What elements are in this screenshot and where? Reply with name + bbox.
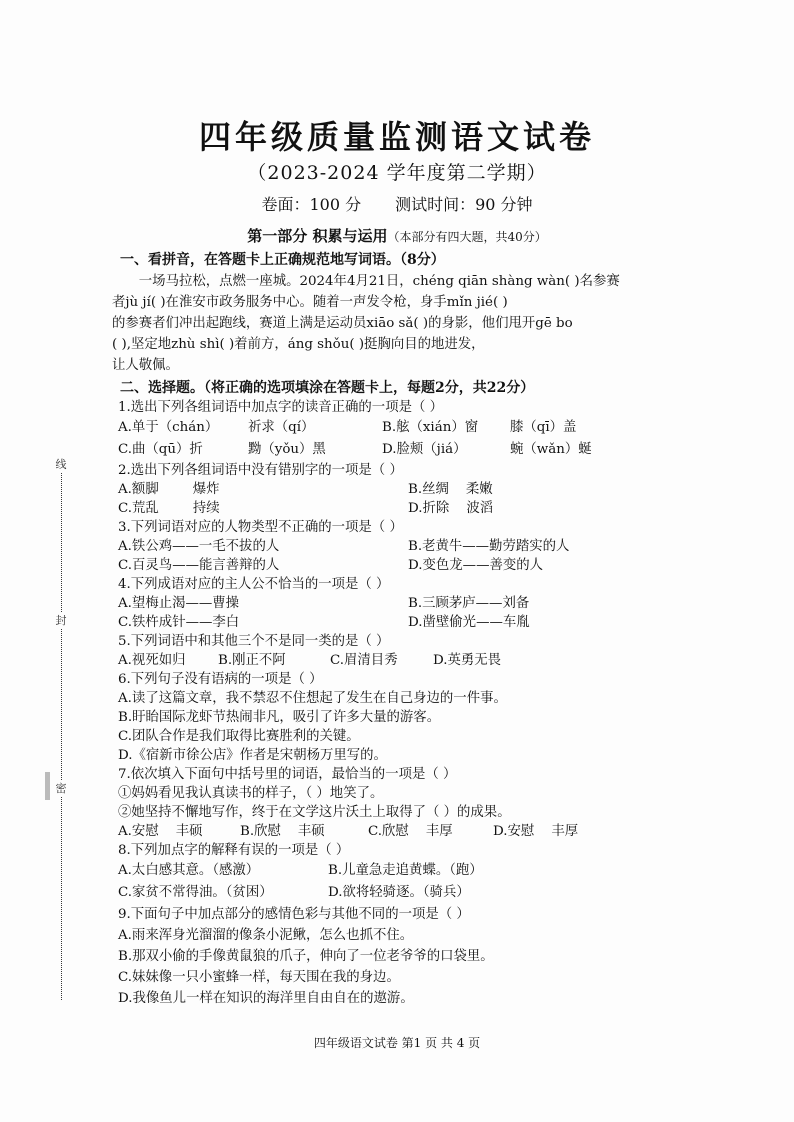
option-a: A.太白感其意。（感激）	[118, 863, 260, 878]
question-4	[112, 575, 698, 632]
question-2	[112, 461, 698, 518]
option-d: D.欲将轻骑逐。（骑兵）	[328, 885, 470, 900]
option-b: B.舷（xián）窗	[382, 420, 479, 435]
option-c: C.铁杵成针——李白	[118, 615, 240, 630]
option-row	[118, 860, 698, 882]
option-row	[118, 439, 698, 461]
passage-line: 让人敬佩。	[112, 358, 179, 373]
option-d: D.英勇无畏	[433, 653, 502, 668]
question-1	[112, 398, 698, 461]
option-c: C.团队合作是我们取得比赛胜利的关键。	[118, 729, 360, 744]
option-b: B.儿童急走追黄蝶。（跑）	[328, 863, 483, 878]
option-b: B.那双小偷的手像黄鼠狼的爪子，伸向了一位老爷爷的口袋里。	[118, 949, 494, 964]
option-row	[118, 882, 698, 904]
exam-title: 四年级质量监测语文试卷	[198, 118, 595, 156]
option-c: C.妹妹像一只小蜜蜂一样，每天围在我的身边。	[118, 970, 400, 985]
option-row	[118, 651, 698, 670]
option-row	[118, 594, 698, 613]
option-d: D.凿壁偷光——车胤	[408, 615, 530, 630]
question-stem: 8.下列加点字的解释有误的一项是（ ）	[118, 843, 350, 858]
option-b: B.三顾茅庐——刘备	[408, 596, 530, 611]
option-row	[118, 499, 698, 518]
option-a: A.读了这篇文章，我不禁忍不住想起了发生在自己身边的一件事。	[118, 691, 507, 706]
option-a: A.安慰 丰硕	[118, 824, 203, 839]
passage-line: 者jù jí( )在淮安市政务服务中心。随着一声发令枪，身手mǐn jié( )	[112, 295, 508, 310]
option-a: A.铁公鸡——一毛不拔的人	[118, 539, 280, 554]
option-row	[118, 480, 698, 499]
exam-score: 卷面：100 分	[261, 195, 362, 214]
option-c: C.荒乱 持续	[118, 501, 220, 516]
option-d: D.脸颊（jiá）	[382, 442, 467, 457]
section1-title: 一、看拼音，在答题卡上正确规范地写词语。（8分）	[120, 252, 445, 268]
question-stem: 3.下列词语对应的人物类型不正确的一项是（ ）	[118, 520, 403, 535]
option-b-word2: 膝（qī）盖	[510, 420, 577, 435]
question-6	[112, 670, 698, 765]
option-d: D.折除 波滔	[408, 501, 494, 516]
option-b: B.丝绸 柔嫩	[408, 482, 493, 497]
section1-passage	[112, 271, 698, 376]
page-footer: 四年级语文试卷 第1 页 共 4 页	[313, 1036, 481, 1050]
option-d: D.我像鱼儿一样在知识的海洋里自由自在的遨游。	[118, 991, 414, 1006]
sentence-1: ①妈妈看见我认真读书的样子，（ ）地笑了。	[118, 786, 384, 801]
binding-mark-secret: 密	[55, 782, 67, 795]
section2-title: 二、选择题。（将正确的选项填涂在答题卡上，每题2分，共22分）	[120, 380, 535, 396]
question-stem: 4.下列成语对应的主人公不恰当的一项是（ ）	[118, 577, 390, 592]
question-stem: 5.下列词语中和其他三个不是同一类的是（ ）	[118, 634, 390, 649]
binding-mark-seal: 封	[55, 614, 67, 627]
part-heading	[0, 225, 794, 246]
option-row	[118, 417, 698, 439]
option-c: C.曲（qū）折	[118, 442, 203, 457]
exam-content	[112, 250, 698, 1009]
option-b: B.刚正不阿	[218, 653, 286, 668]
question-5	[112, 632, 698, 670]
option-b: B.欣慰 丰硕	[240, 824, 325, 839]
binding-mark-line: 线	[55, 458, 67, 471]
exam-subtitle: （2023-2024 学年度第二学期）	[247, 162, 547, 184]
option-a: A.雨来浑身光溜溜的像条小泥鳅，怎么也抓不住。	[118, 928, 414, 943]
option-d-word2: 蜿（wǎn）蜒	[510, 442, 592, 457]
exam-time: 测试时间：90 分钟	[395, 195, 533, 214]
option-a: A.单于（chán）	[118, 420, 219, 435]
option-a: A.额脚 爆炸	[118, 482, 220, 497]
question-stem: 7.依次填入下面句中括号里的词语，最恰当的一项是（ ）	[118, 767, 457, 782]
part-note: （本部分有四大题，共40分）	[387, 230, 547, 244]
option-c-word2: 黝（yǒu）黑	[248, 442, 326, 457]
option-a-word2: 祈求（qí）	[248, 420, 315, 435]
option-b: B.盱眙国际龙虾节热闹非凡，吸引了许多大量的游客。	[118, 710, 441, 725]
question-stem: 2.选出下列各组词语中没有错别字的一项是（ ）	[118, 463, 403, 478]
option-a: A.望梅止渴——曹操	[118, 596, 240, 611]
exam-meta	[0, 192, 794, 215]
question-stem: 1.选出下列各组词语中加点字的读音正确的一项是（ ）	[118, 400, 444, 415]
passage-line: ( ),坚定地zhù shì( )着前方，áng shǒu( )挺胸向目的地进发，	[112, 337, 485, 352]
passage-line: 的参赛者们冲出起跑线，赛道上满是运动员xiāo sǎ( )的身影，他们甩开gē bo	[112, 316, 573, 331]
sentence-2: ②她坚持不懈地写作，终于在文学这片沃土上取得了（ ）的成果。	[118, 805, 511, 820]
option-d: D.变色龙——善变的人	[408, 558, 544, 573]
option-row	[118, 537, 698, 556]
option-row	[118, 822, 698, 841]
option-row	[118, 613, 698, 632]
option-c: C.家贫不常得油。（贫困）	[118, 885, 273, 900]
question-stem: 9.下面句子中加点部分的感情色彩与其他不同的一项是（ ）	[118, 907, 470, 922]
binding-dotted-line	[61, 458, 62, 1000]
question-9	[112, 904, 698, 1009]
option-b: B.老黄牛——勤劳踏实的人	[408, 539, 570, 554]
passage-line: 一场马拉松，点燃一座城。2024年4月21日，chéng qiān shàng wàn( )名参赛	[138, 274, 620, 289]
question-3	[112, 518, 698, 575]
option-c: C.百灵鸟——能言善辩的人	[118, 558, 280, 573]
option-c: C.眉清目秀	[330, 653, 398, 668]
question-8	[112, 841, 698, 904]
option-d: D.《宿新市徐公店》作者是宋朝杨万里写的。	[118, 748, 387, 763]
option-d: D.安慰 丰厚	[493, 824, 579, 839]
question-7	[112, 765, 698, 841]
part-title: 第一部分 积累与运用	[247, 227, 388, 245]
question-stem: 6.下列句子没有语病的一项是（ ）	[118, 672, 323, 687]
option-c: C.欣慰 丰厚	[368, 824, 453, 839]
option-row	[118, 556, 698, 575]
scan-artifact	[45, 772, 50, 800]
option-a: A.视死如归	[118, 653, 186, 668]
